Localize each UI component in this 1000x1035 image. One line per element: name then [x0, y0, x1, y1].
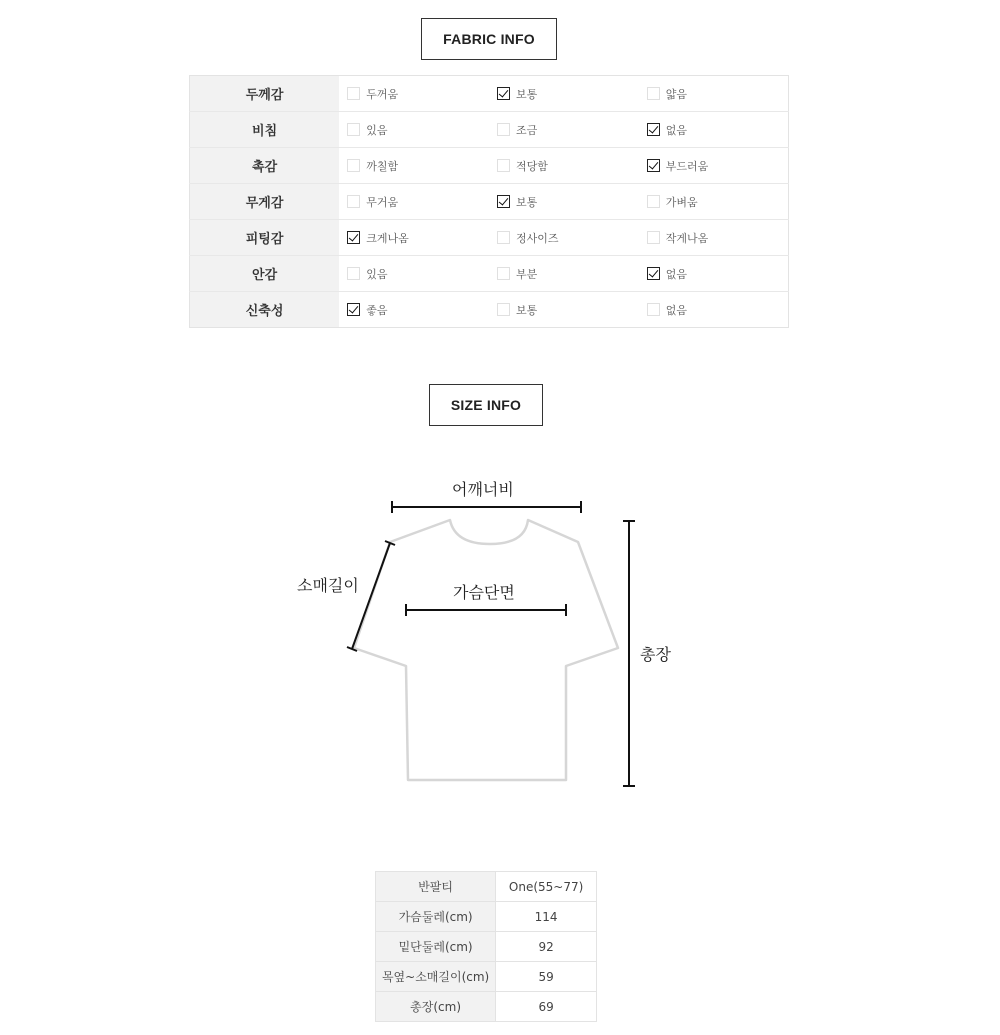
size-table-measure-value: 114 [496, 902, 597, 932]
size-table-row [376, 902, 597, 932]
unchecked-checkbox-icon [347, 267, 360, 280]
unchecked-checkbox-icon [647, 195, 660, 208]
size-table [375, 871, 597, 1022]
fabric-option [489, 256, 639, 292]
unchecked-checkbox-icon [497, 123, 510, 136]
size-table-header-row [376, 872, 597, 902]
fabric-option-label: 얇음 [665, 87, 687, 101]
checked-checkbox-icon [647, 267, 660, 280]
unchecked-checkbox-icon [347, 87, 360, 100]
fabric-option [639, 112, 789, 148]
unchecked-checkbox-icon [647, 303, 660, 316]
unchecked-checkbox-icon [497, 303, 510, 316]
fabric-info-title: FABRIC INFO [421, 18, 557, 60]
fabric-row [190, 292, 789, 328]
fabric-option [339, 292, 489, 328]
unchecked-checkbox-icon [347, 195, 360, 208]
size-table-measure-value: 59 [496, 962, 597, 992]
fabric-option-label: 부드러움 [665, 159, 709, 173]
fabric-option-label: 있음 [366, 267, 388, 281]
fabric-row-label: 안감 [190, 256, 340, 292]
fabric-option [489, 76, 639, 112]
fabric-row-label: 두께감 [190, 76, 340, 112]
length-label: 총장 [640, 645, 671, 664]
fabric-option [339, 184, 489, 220]
unchecked-checkbox-icon [497, 231, 510, 244]
fabric-row [190, 256, 789, 292]
size-table-row [376, 932, 597, 962]
shoulder-measure-line [392, 501, 581, 513]
fabric-option-label: 적당함 [515, 159, 548, 173]
fabric-option [639, 76, 789, 112]
fabric-row [190, 76, 789, 112]
fabric-option-label: 조금 [515, 123, 538, 137]
fabric-option [639, 220, 789, 256]
fabric-option-label: 가벼움 [665, 195, 698, 209]
fabric-option-label: 있음 [366, 123, 388, 137]
fabric-option-label: 까칠함 [366, 159, 399, 173]
size-table-measure-label: 목옆~소매길이(cm) [376, 962, 496, 992]
fabric-row [190, 220, 789, 256]
fabric-option-label: 없음 [665, 303, 687, 317]
shoulder-label: 어깨너비 [452, 480, 514, 499]
checked-checkbox-icon [497, 87, 510, 100]
checked-checkbox-icon [647, 123, 660, 136]
fabric-option [339, 256, 489, 292]
fabric-option-label: 작게나옴 [665, 231, 709, 245]
fabric-option-label: 크게나옴 [366, 231, 409, 245]
fabric-option [489, 220, 639, 256]
fabric-option [639, 292, 789, 328]
fabric-option [639, 148, 789, 184]
fabric-row-label: 피팅감 [190, 220, 340, 256]
unchecked-checkbox-icon [497, 267, 510, 280]
checked-checkbox-icon [647, 159, 660, 172]
fabric-row-label: 신축성 [190, 292, 340, 328]
fabric-option [339, 112, 489, 148]
size-table-measure-value: 92 [496, 932, 597, 962]
checked-checkbox-icon [347, 231, 360, 244]
size-table-measure-label: 총장(cm) [376, 992, 496, 1022]
fabric-option [489, 292, 639, 328]
fabric-option [339, 76, 489, 112]
unchecked-checkbox-icon [347, 159, 360, 172]
fabric-row-label: 비침 [190, 112, 340, 148]
unchecked-checkbox-icon [347, 123, 360, 136]
tshirt-outline [354, 520, 618, 780]
size-table-row [376, 962, 597, 992]
size-table-measure-label: 가슴둘레(cm) [376, 902, 496, 932]
fabric-info-table [189, 75, 789, 328]
fabric-option-label: 보통 [515, 87, 538, 101]
fabric-row [190, 112, 789, 148]
fabric-option-label: 정사이즈 [515, 231, 559, 245]
unchecked-checkbox-icon [647, 231, 660, 244]
fabric-option-label: 없음 [665, 123, 687, 137]
size-table-size-name: One(55~77) [496, 872, 597, 902]
fabric-option-label: 좋음 [366, 303, 388, 317]
size-table-measure-value: 69 [496, 992, 597, 1022]
chest-label: 가슴단면 [453, 583, 515, 602]
fabric-option-label: 부분 [515, 267, 538, 281]
tshirt-diagram [290, 470, 710, 800]
size-diagram [290, 470, 710, 800]
fabric-row [190, 148, 789, 184]
size-info-title: SIZE INFO [429, 384, 543, 426]
chest-measure-line [406, 604, 566, 616]
checked-checkbox-icon [497, 195, 510, 208]
fabric-row [190, 184, 789, 220]
length-measure-line [623, 521, 635, 786]
fabric-row-label: 촉감 [190, 148, 340, 184]
size-table-product-name: 반팔티 [376, 872, 496, 902]
sleeve-measure-line [347, 541, 395, 651]
unchecked-checkbox-icon [647, 87, 660, 100]
fabric-option-label: 보통 [515, 303, 538, 317]
fabric-option [489, 148, 639, 184]
fabric-option [339, 148, 489, 184]
fabric-option [639, 256, 789, 292]
fabric-option-label: 무거움 [366, 195, 399, 209]
fabric-option [489, 112, 639, 148]
fabric-option-label: 두꺼움 [366, 87, 399, 101]
fabric-option-label: 보통 [515, 195, 538, 209]
fabric-option-label: 없음 [665, 267, 687, 281]
checked-checkbox-icon [347, 303, 360, 316]
unchecked-checkbox-icon [497, 159, 510, 172]
size-table-measure-label: 밑단둘레(cm) [376, 932, 496, 962]
sleeve-label: 소매길이 [297, 576, 359, 595]
fabric-option [489, 184, 639, 220]
size-table-row [376, 992, 597, 1022]
fabric-option [339, 220, 489, 256]
fabric-option [639, 184, 789, 220]
fabric-row-label: 무게감 [190, 184, 340, 220]
